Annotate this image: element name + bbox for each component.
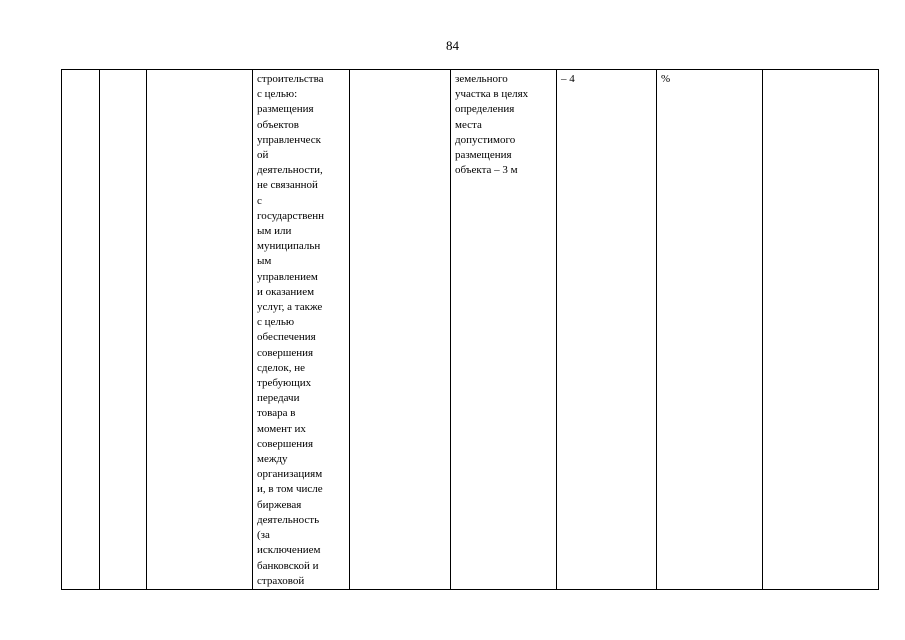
- table-cell-2: [100, 70, 147, 590]
- cell-text: земельного участка в целях определения места допустимого размещения объекта – 3 м: [455, 73, 529, 177]
- table-cell-permitted-use: [253, 70, 350, 590]
- table-cell-floors: [557, 70, 657, 590]
- table-cell-setback: [451, 70, 557, 590]
- table-cell-9: [763, 70, 879, 590]
- table-cell-percent: [657, 70, 763, 590]
- table-row: [62, 70, 879, 590]
- cell-text: %: [661, 73, 671, 85]
- cell-text: строительства с целью: размещения объектов управленческ ой деятельности, не связанной с государственн ым или муниципальн ым управлением и оказанием услуг, а также с целью обеспечения совершения сделок, не требующих передачи товара в момент их совершения между организациям и, в том числе биржевая деятельность (за исключением банковской и страховой: [257, 73, 325, 587]
- cell-text: – 4: [561, 73, 575, 85]
- table-cell-5: [350, 70, 451, 590]
- table-cell-1: [62, 70, 100, 590]
- page-number: 84: [446, 38, 459, 53]
- regulations-table: [61, 69, 879, 590]
- table-cell-3: [147, 70, 253, 590]
